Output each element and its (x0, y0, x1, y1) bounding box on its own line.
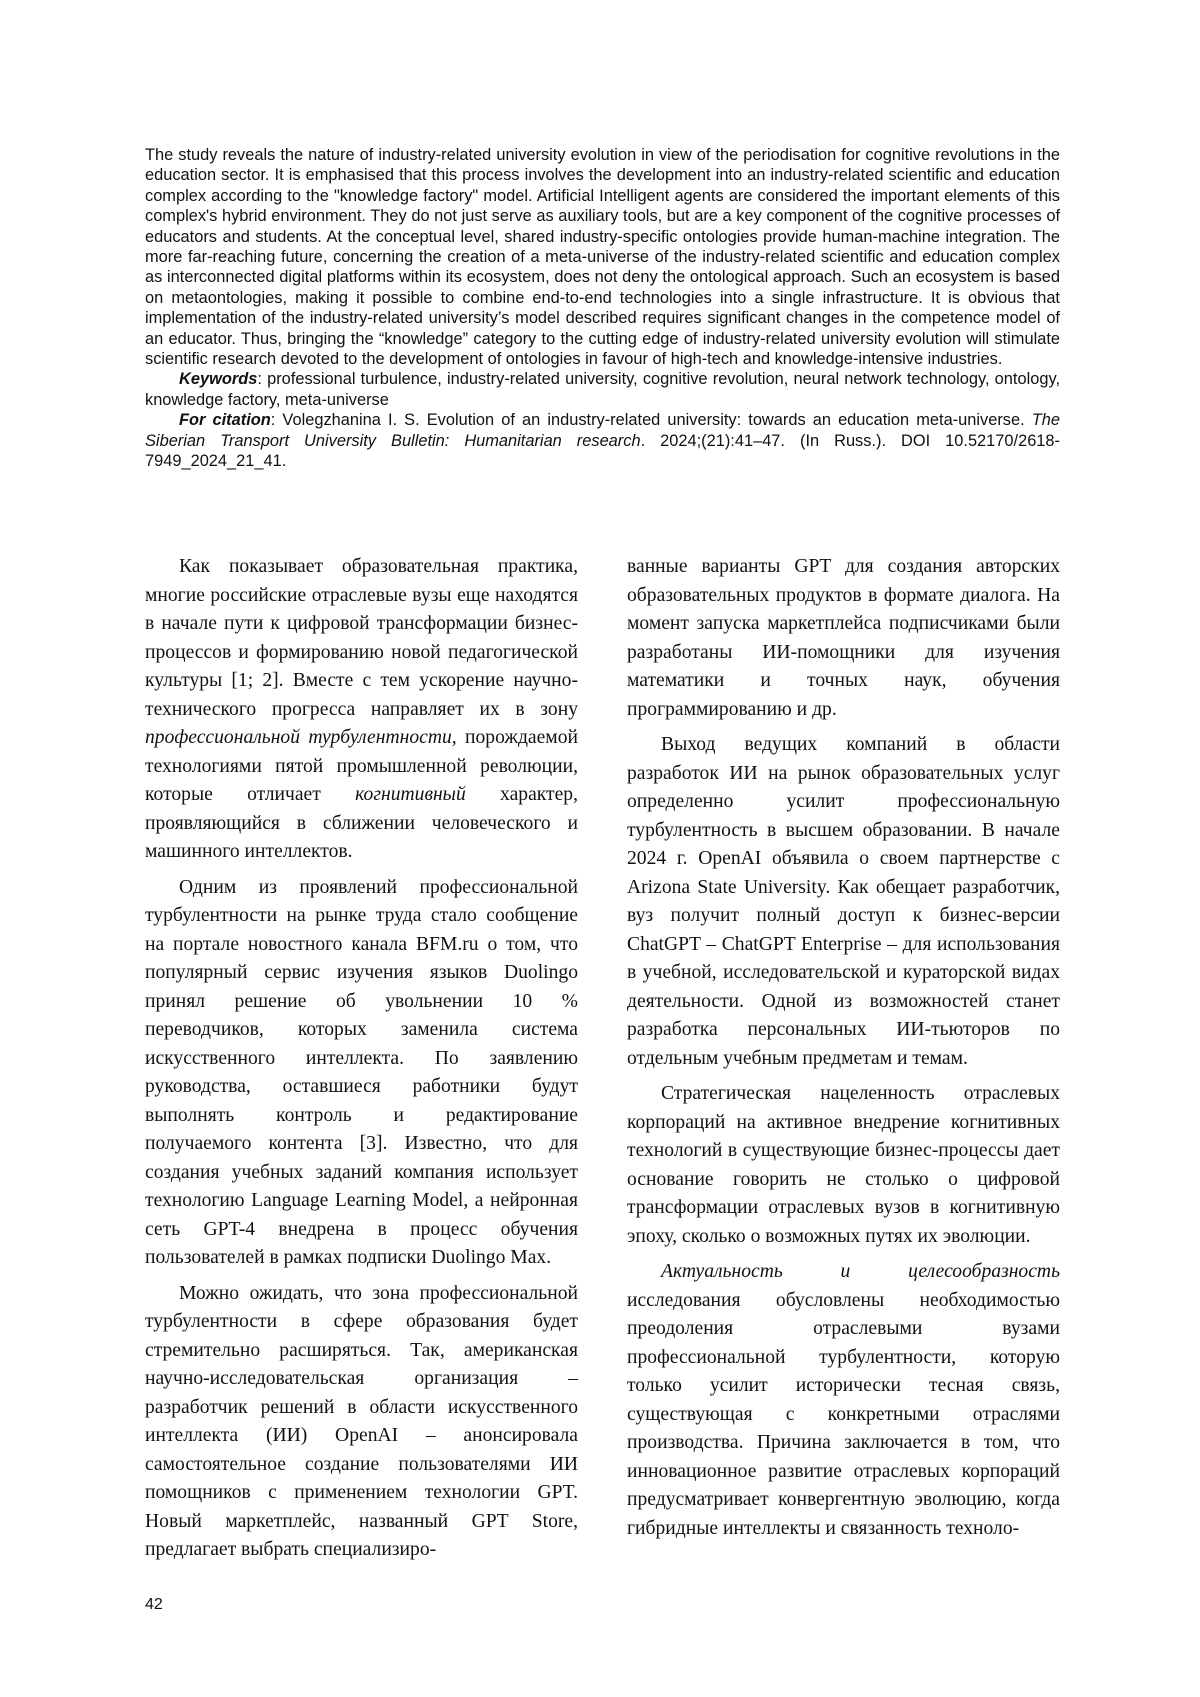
abstract-text: The study reveals the nature of industry-related university evolution in view of the periodisation for cognitive revolutions in the education sector. It is emphasised that this process involves the development into an industry-related scientific and education complex according to the "knowledge factory" model. Artificial Intelligent agents are considered the important elements of this complex's hybrid environment. They do not just serve as auxiliary tools, but are a key component of the cognitive processes of educators and students. At the conceptual level, shared industry-specific ontologies provide human-machine integration. The more far-reaching future, concerning the creation of a meta-universe of the industry-related scientific and education complex as interconnected digital platforms within its ecosystem, does not deny the ontological approach. Such an ecosystem is based on metaontologies, making it possible to combine end-to-end technologies into a single infrastructure. It is obvious that implementation of the industry-related university’s model described requires significant changes in the competence model of an educator. Thus, bringing the “knowledge” category to the cutting edge of industry-related university evolution will stimulate scientific research devoted to the development of ontologies in favour of high-tech and knowledge-intensive industries. (145, 146, 1060, 369)
citation-journal: The Siberian Transport University Bulletin: Humanitarian research (145, 411, 1060, 450)
citation-text-2: . 2024;(21):41–47. (In Russ.). DOI 10.52170/2618-7949_2024_21_41. (145, 431, 1060, 471)
citation-line (145, 410, 1060, 471)
right-paragraph-0: ванные варианты GPT для создания авторских образовательных продуктов в формате диалога. На момент запуска маркетплейса подписчиками были разработаны ИИ-помощники для изучения математики и точных наук, обучения программированию и др. (627, 556, 1060, 720)
keywords-line (145, 369, 1060, 410)
right-paragraph-3 (627, 1258, 1060, 1543)
left-p1-text-a: Как показывает образовательная практика, многие российские отраслевые вузы еще находятся в начале пути к цифровой трансформации бизнес-процессов и формированию новой педагогической культуры [1; 2]. Вместе с тем ускорение научно-технического прогресса направляет их в зону (145, 556, 578, 720)
keywords-text: : professional turbulence, industry-related university, cognitive revolution, neural network technology, ontology, knowledge factory, meta-universe (145, 370, 1060, 409)
left-p1-emphasis-1: профессиональной турбулентности (145, 727, 452, 748)
left-paragraph-1 (145, 553, 578, 867)
left-p1-emphasis-2: когнитивный (355, 784, 466, 805)
right-p3-text: исследования обусловлены необходимостью преодоления отраслевыми вузами профессиональной турбулентности, которую только усилит исторически тесная связь, существующая с конкретными отраслями производства. Причина заключается в том, что инновационное развитие отраслевых корпораций предусматривает конвергентную эволюцию, когда гибридные интеллекты и связанность техноло- (627, 1289, 1060, 1539)
right-column (627, 553, 1060, 1550)
abstract-block (145, 145, 1060, 472)
left-p1-text-b: , порождаемой технологиями пятой промышленной революции, которые отличает (145, 727, 578, 805)
right-paragraph-2: Стратегическая нацеленность отраслевых корпораций на активное внедрение когнитивных технологий в существующие бизнес-процессы дает основание говорить не столько о цифровой трансформации отраслевых вузов в когнитивную эпоху, сколько о возможных путях их эволюции. (627, 1083, 1060, 1247)
left-column (145, 553, 578, 1572)
page-number: 42 (145, 1596, 163, 1613)
citation-text-1: : Volegzhanina I. S. Evolution of an industry-related university: towards an education meta-universe. (270, 411, 1032, 430)
left-paragraph-2: Одним из проявлений профессиональной турбулентности на рынке труда стало сообщение на портале новостного канала BFM.ru о том, что популярный сервис изучения языков Duolingo принял решение об увольнении 10 % переводчиков, которых заменила система искусственного интеллекта. По заявлению руководства, оставшиеся работники будут выполнять контроль и редактирование получаемого контента [3]. Известно, что для создания учебных заданий компания использует технологию Language Learning Model, а нейронная сеть GPT-4 внедрена в процесс обучения пользователей в рамках подписки Duolingo Max. (145, 876, 578, 1268)
right-p3-emphasis: Актуальность и целесообразность (661, 1261, 1060, 1282)
citation-label: For citation (179, 411, 271, 430)
right-paragraph-1: Выход ведущих компаний в области разработок ИИ на рынок образовательных услуг определенно усилит профессиональную турбулентность в высшем образовании. В начале 2024 г. OpenAI объявила о своем партнерстве с Arizona State University. Как обещает разработчик, вуз получит полный доступ к бизнес-версии ChatGPT – ChatGPT Enterprise – для использования в учебной, исследовательской и кураторской видах деятельности. Одной из возможностей станет разработка персональных ИИ-тьюторов по отдельным учебным предметам и темам. (627, 734, 1060, 1069)
keywords-label: Keywords (179, 370, 258, 389)
left-paragraph-3: Можно ожидать, что зона профессиональной турбулентности в сфере образования будет стремительно расширяться. Так, американская научно-исследовательская организация – разработчик решений в области искусственного интеллекта (ИИ) OpenAI – анонсировала самостоятельное создание пользователями ИИ помощников с применением технологии GPT. Новый маркетплейс, названный GPT Store, предлагает выбрать специализиро- (145, 1282, 578, 1560)
left-p1-text-c: характер, проявляющийся в сближении человеческого и машинного интеллектов. (145, 784, 578, 862)
